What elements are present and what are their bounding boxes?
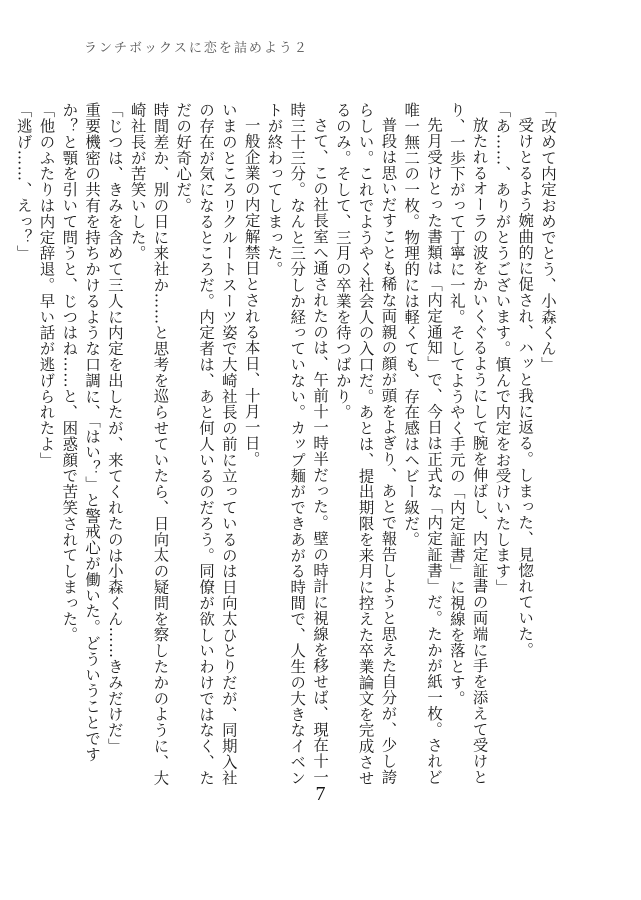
paragraph: 「他のふたりは内定辞退。早い話が逃げられたよ」 bbox=[37, 102, 56, 468]
paragraph: 「改めて内定おめでとう、小森くん」 bbox=[539, 102, 557, 373]
paragraph: 放たれるオーラの波をかいくぐるようにして腕を伸ばし、内定証書の両端に手を添えて受けとり、一歩下がって丁寧に一礼。そしてようやく手元の「内定証書」に視線を落とす。 bbox=[447, 102, 489, 786]
paragraph: 重要機密の共有を持ちかけるような口調に、「はい？」と警戒心が働いた。どういうことですか？と顎を引いて問うと、じつはね……と、困惑顔で苦笑されてしまった。 bbox=[60, 102, 102, 763]
paragraph: 「あ……、ありがとうございます。慎んで内定をお受けいたします」 bbox=[493, 102, 512, 595]
vertical-body-text bbox=[14, 102, 559, 792]
paragraph: いまのところリクルートスーツ姿で大崎社長の前に立っているのは日向太ひとりだが、同期入社の存在が気になるところだ。内定者は、あと何人いるのだろう。同僚が欲しいわけではなく、ただの好奇心だ。 bbox=[174, 102, 238, 786]
paragraph: 受けとるよう婉曲的に促され、ハッと我に返る。しまった、見惚れていた。 bbox=[516, 117, 535, 658]
running-title: ランチボックスに恋を詰めよう２ bbox=[84, 41, 309, 56]
paragraph: さて、この社長室へ通されたのは、午前十一時半だった。壁の時計に視線を移せば、現在十一時三十三分。なんと三分しか経っていない。カップ麺ができあがる時間で、人生の大きなイベントが終わってしまった。 bbox=[265, 102, 330, 786]
paragraph: 一般企業の内定解禁日とされる本日、十月一日。 bbox=[242, 117, 261, 468]
paragraph: 普段は思いだすことも稀な両親の顔が頭をよぎり、あとで報告しようと思えた自分が、少し誇らしい。これでようやく社会人の入口だ。あとは、提出期限を来月に控えた卒業論文を完成させるのみ。そして、三月の卒業を待つばかり。 bbox=[333, 102, 398, 786]
paragraph: 「逃げ……、えっ？」 bbox=[14, 102, 33, 261]
page-number: 7 bbox=[315, 783, 326, 805]
paragraph: 時間差か、別の日に来社か……と思考を巡らせていたら、日向太の疑問を察したかのように、大崎社長が苦笑いした。 bbox=[128, 102, 170, 786]
paragraph: 「じつは、きみを含めて三人に内定を出したが、来てくれたのは小森くん……きみだけだ」 bbox=[105, 102, 124, 754]
paragraph: 先月受けとった書類は「内定通知」で、今日は正式な「内定証書」だ。たかが紙一枚。されど唯一無二の一枚。物理的には軽くても、存在感はヘビー級だ。 bbox=[402, 102, 444, 786]
